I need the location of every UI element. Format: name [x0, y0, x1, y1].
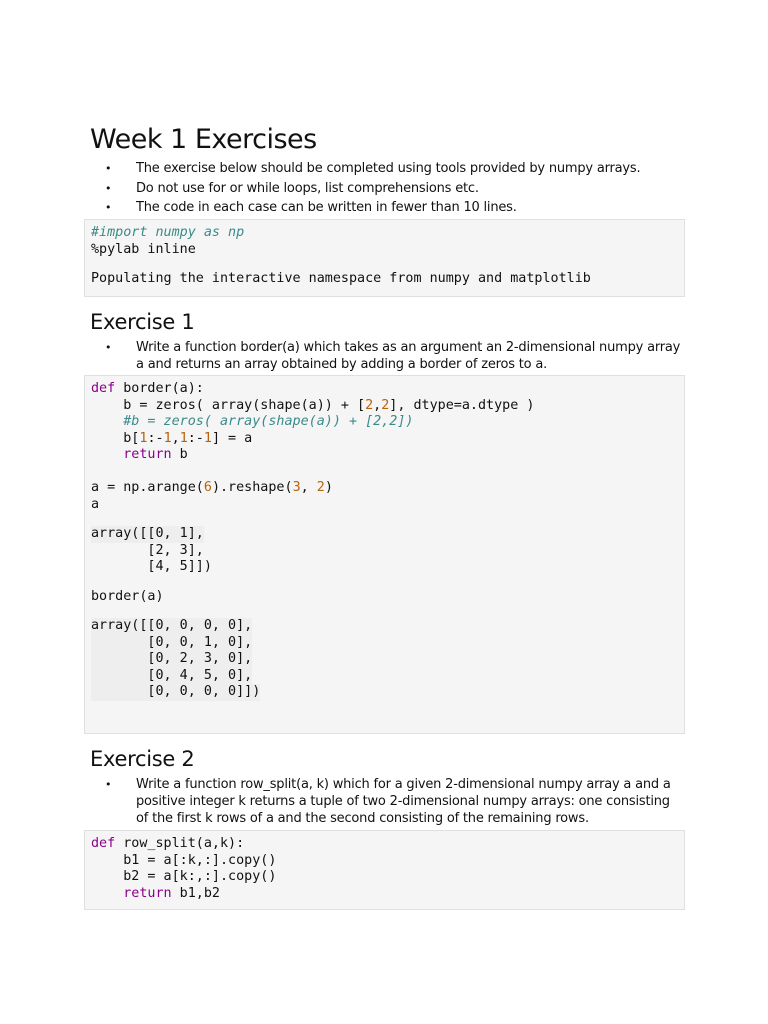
intro-bullet-list: [84, 160, 685, 219]
bullet-icon: •: [105, 162, 112, 175]
bullet-icon: •: [105, 201, 112, 214]
cell-output-a: array([[0, 1], [2, 3], [4, 5]]): [91, 526, 212, 574]
list-item: • Do not use for or while loops, list comprehensions etc.: [105, 180, 479, 196]
exercise-2-heading: Exercise 2: [90, 747, 195, 771]
code-cell-exercise-1[interactable]: [84, 375, 685, 734]
code-cell-exercise-2[interactable]: [84, 830, 685, 910]
exercise-2-bullets: [84, 776, 685, 830]
cell-output-border: array([[0, 0, 0, 0], [0, 0, 1, 0], [0, 2, 3, 0], [0, 4, 5, 0], [0, 0, 0, 0]]): [91, 618, 261, 699]
bullet-icon: •: [105, 181, 112, 195]
exercise-1-bullets: [84, 339, 685, 376]
exercise-1-heading: Exercise 1: [90, 310, 195, 334]
cell-input[interactable]: #import numpy as np %pylab inline: [91, 225, 245, 257]
page-title: Week 1 Exercises: [90, 124, 317, 155]
cell-input-row-split[interactable]: def row_split(a,k): b1 = a[:k,:].copy() b2 = a[k:,:].copy() return b1,b2: [91, 836, 277, 901]
code-cell-setup[interactable]: [84, 219, 685, 297]
list-item: • The code in each case can be written in fewer than 10 lines.: [105, 200, 517, 215]
bullet-icon: •: [105, 341, 112, 354]
cell-input-border-call[interactable]: border(a): [91, 588, 164, 604]
list-item: • Write a function row_split(a, k) which for a given 2-dimensional numpy array a and a positive integer k returns a tuple of two 2-dimensional numpy arrays: one consisting of the first k rows of a and the second consisting of the remaining rows.: [105, 777, 671, 826]
list-item: • Write a function border(a) which takes as an argument an 2-dimensional numpy array a and returns an array obtained by adding a border of zeros to a.: [105, 340, 681, 372]
list-item: • The exercise below should be completed using tools provided by numpy arrays.: [105, 161, 641, 176]
bullet-icon: •: [105, 778, 112, 791]
cell-input-border-def[interactable]: def border(a): b = zeros( array(shape(a)) + [2,2], dtype=a.dtype ) #b = zeros( array(shape(a)) + [2,2]) b[1:-1,1:-1] = a return b a = np.arange(6).reshape(3, 2) a: [91, 381, 535, 512]
cell-output: Populating the interactive namespace from numpy and matplotlib: [91, 271, 591, 286]
